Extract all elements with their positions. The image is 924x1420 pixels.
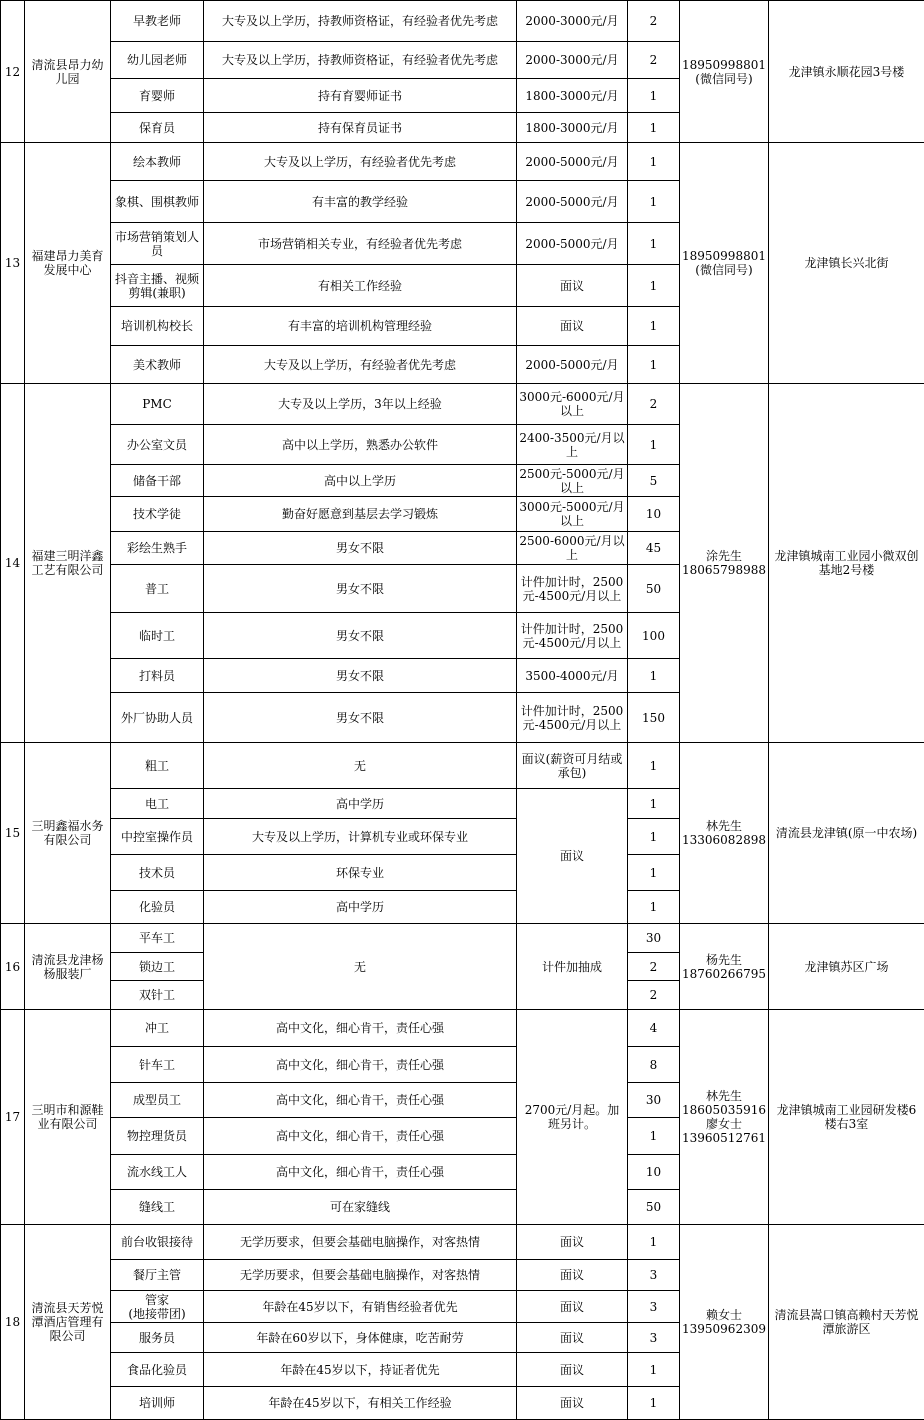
job-requirement: 高中文化，细心肯干，责任心强 — [203, 1082, 517, 1118]
job-headcount: 1 — [627, 658, 680, 693]
job-title: 冲工 — [110, 1009, 204, 1047]
contact-phone: 林先生 18605035916 廖女士 13960512761 — [679, 1009, 769, 1225]
job-salary: 2000-5000元/月 — [516, 222, 628, 265]
company-name: 福建三明洋鑫工艺有限公司 — [24, 383, 111, 743]
job-requirement: 有丰富的培训机构管理经验 — [203, 306, 517, 346]
job-headcount: 1 — [627, 345, 680, 384]
job-title: 服务员 — [110, 1322, 204, 1353]
job-title: 技术员 — [110, 854, 204, 891]
job-title: 技术学徒 — [110, 496, 204, 532]
work-address: 龙津镇城南工业园研发楼6楼右3室 — [768, 1009, 924, 1225]
job-requirement: 大专及以上学历，有经验者优先考虑 — [203, 345, 517, 384]
job-title: 临时工 — [110, 612, 204, 659]
work-address: 龙津镇城南工业园小微双创基地2号楼 — [768, 383, 924, 743]
job-requirement: 持有育婴师证书 — [203, 78, 517, 113]
company-name: 三明鑫福水务有限公司 — [24, 742, 111, 924]
job-salary: 面议 — [516, 264, 628, 307]
contact-phone: 林先生 13306082898 — [679, 742, 769, 924]
job-headcount: 2 — [627, 0, 680, 42]
contact-phone: 18950998801 (微信同号) — [679, 142, 769, 384]
job-headcount: 100 — [627, 612, 680, 659]
job-salary: 2000-5000元/月 — [516, 345, 628, 384]
job-salary: 面议 — [516, 1224, 628, 1260]
job-salary: 面议 — [516, 1386, 628, 1420]
job-title: 锁边工 — [110, 952, 204, 981]
job-requirement: 高中学历 — [203, 890, 517, 924]
job-title: 针车工 — [110, 1046, 204, 1083]
job-title: 平车工 — [110, 923, 204, 953]
company-name: 清流县龙津杨杨服装厂 — [24, 923, 111, 1010]
job-title: 抖音主播、视频剪辑(兼职) — [110, 264, 204, 307]
job-salary: 面议 — [516, 788, 628, 924]
job-requirement: 大专及以上学历，持教师资格证，有经验者优先考虑 — [203, 41, 517, 79]
job-title: 培训机构校长 — [110, 306, 204, 346]
job-salary: 面议 — [516, 1259, 628, 1291]
job-headcount: 2 — [627, 383, 680, 425]
job-salary: 2500元-5000元/月以上 — [516, 464, 628, 497]
job-requirement: 男女不限 — [203, 564, 517, 613]
job-title: 育婴师 — [110, 78, 204, 113]
company-name: 三明市和源鞋业有限公司 — [24, 1009, 111, 1225]
job-headcount: 2 — [627, 952, 680, 981]
job-title: 管家 (地接带团) — [110, 1290, 204, 1323]
job-requirement: 年龄在60岁以下，身体健康，吃苦耐劳 — [203, 1322, 517, 1353]
job-title: 中控室操作员 — [110, 818, 204, 855]
row-number: 16 — [0, 923, 25, 1010]
job-title: 幼儿园老师 — [110, 41, 204, 79]
job-title: 外厂协助人员 — [110, 692, 204, 743]
job-headcount: 1 — [627, 854, 680, 891]
job-requirement: 年龄在45岁以下，持证者优先 — [203, 1352, 517, 1387]
job-salary: 2000-3000元/月 — [516, 0, 628, 42]
job-headcount: 1 — [627, 142, 680, 181]
job-headcount: 1 — [627, 424, 680, 465]
job-title: 前台收银接待 — [110, 1224, 204, 1260]
job-headcount: 50 — [627, 1189, 680, 1225]
job-salary: 2700元/月起。加班另计。 — [516, 1009, 628, 1225]
job-title: 市场营销策划人员 — [110, 222, 204, 265]
job-requirement: 大专及以上学历，持教师资格证，有经验者优先考虑 — [203, 0, 517, 42]
job-title: PMC — [110, 383, 204, 425]
job-salary: 面议(薪资可月结或承包) — [516, 742, 628, 789]
job-requirement: 高中文化，细心肯干，责任心强 — [203, 1046, 517, 1083]
job-requirement: 高中学历 — [203, 788, 517, 819]
job-requirement: 无学历要求，但要会基础电脑操作，对客热情 — [203, 1259, 517, 1291]
job-headcount: 8 — [627, 1046, 680, 1083]
contact-phone: 涂先生 18065798988 — [679, 383, 769, 743]
job-requirement: 可在家缝线 — [203, 1189, 517, 1225]
job-salary: 3000元-6000元/月以上 — [516, 383, 628, 425]
row-number: 12 — [0, 0, 25, 143]
job-requirement: 无 — [203, 923, 517, 1010]
job-headcount: 1 — [627, 1224, 680, 1260]
job-salary: 面议 — [516, 306, 628, 346]
job-salary: 面议 — [516, 1290, 628, 1323]
job-headcount: 1 — [627, 1386, 680, 1420]
job-title: 普工 — [110, 564, 204, 613]
job-headcount: 1 — [627, 1117, 680, 1155]
job-headcount: 1 — [627, 1352, 680, 1387]
job-headcount: 3 — [627, 1259, 680, 1291]
job-requirement: 男女不限 — [203, 658, 517, 693]
company-name: 清流县天芳悦潭酒店管理有限公司 — [24, 1224, 111, 1420]
job-headcount: 30 — [627, 923, 680, 953]
row-number: 15 — [0, 742, 25, 924]
job-salary: 1800-3000元/月 — [516, 78, 628, 113]
job-requirement: 高中文化，细心肯干，责任心强 — [203, 1117, 517, 1155]
job-headcount: 1 — [627, 306, 680, 346]
job-title: 储备干部 — [110, 464, 204, 497]
work-address: 龙津镇苏区广场 — [768, 923, 924, 1010]
job-requirement: 男女不限 — [203, 612, 517, 659]
job-salary: 2000-5000元/月 — [516, 142, 628, 181]
contact-phone: 赖女士 13950962309 — [679, 1224, 769, 1420]
job-headcount: 10 — [627, 1154, 680, 1190]
job-title: 办公室文员 — [110, 424, 204, 465]
job-salary: 2000-3000元/月 — [516, 41, 628, 79]
job-salary: 1800-3000元/月 — [516, 112, 628, 143]
job-requirement: 大专及以上学历，有经验者优先考虑 — [203, 142, 517, 181]
row-number: 18 — [0, 1224, 25, 1420]
job-headcount: 1 — [627, 222, 680, 265]
job-title: 保育员 — [110, 112, 204, 143]
job-title: 培训师 — [110, 1386, 204, 1420]
job-headcount: 150 — [627, 692, 680, 743]
job-requirement: 持有保育员证书 — [203, 112, 517, 143]
job-salary: 2000-5000元/月 — [516, 180, 628, 223]
job-requirement: 有相关工作经验 — [203, 264, 517, 307]
job-title: 双针工 — [110, 980, 204, 1010]
job-title: 缝线工 — [110, 1189, 204, 1225]
job-title: 化验员 — [110, 890, 204, 924]
job-headcount: 3 — [627, 1322, 680, 1353]
job-salary: 计件加计时，2500元-4500元/月以上 — [516, 692, 628, 743]
job-headcount: 1 — [627, 890, 680, 924]
job-headcount: 1 — [627, 742, 680, 789]
job-requirement: 大专及以上学历，3年以上经验 — [203, 383, 517, 425]
work-address: 清流县嵩口镇高赖村天芳悦潭旅游区 — [768, 1224, 924, 1420]
job-headcount: 30 — [627, 1082, 680, 1118]
job-requirement: 男女不限 — [203, 692, 517, 743]
job-title: 打料员 — [110, 658, 204, 693]
job-requirement: 大专及以上学历，计算机专业或环保专业 — [203, 818, 517, 855]
job-title: 食品化验员 — [110, 1352, 204, 1387]
job-headcount: 50 — [627, 564, 680, 613]
job-headcount: 45 — [627, 531, 680, 565]
job-requirement: 年龄在45岁以下，有相关工作经验 — [203, 1386, 517, 1420]
job-requirement: 男女不限 — [203, 531, 517, 565]
job-requirement: 高中文化，细心肯干，责任心强 — [203, 1154, 517, 1190]
job-requirement: 无 — [203, 742, 517, 789]
job-title: 餐厅主管 — [110, 1259, 204, 1291]
job-title: 成型员工 — [110, 1082, 204, 1118]
job-title: 早教老师 — [110, 0, 204, 42]
contact-phone: 18950998801 (微信同号) — [679, 0, 769, 143]
job-headcount: 1 — [627, 264, 680, 307]
job-requirement: 高中以上学历，熟悉办公软件 — [203, 424, 517, 465]
job-salary: 计件加抽成 — [516, 923, 628, 1010]
job-salary: 2400-3500元/月以上 — [516, 424, 628, 465]
work-address: 清流县龙津镇(原一中农场) — [768, 742, 924, 924]
job-title: 粗工 — [110, 742, 204, 789]
row-number: 14 — [0, 383, 25, 743]
job-headcount: 2 — [627, 980, 680, 1010]
job-salary: 计件加计时，2500元-4500元/月以上 — [516, 564, 628, 613]
job-title: 物控理货员 — [110, 1117, 204, 1155]
job-title: 象棋、围棋教师 — [110, 180, 204, 223]
job-title: 绘本教师 — [110, 142, 204, 181]
job-salary: 计件加计时，2500元-4500元/月以上 — [516, 612, 628, 659]
job-headcount: 1 — [627, 78, 680, 113]
job-headcount: 1 — [627, 818, 680, 855]
job-headcount: 4 — [627, 1009, 680, 1047]
job-headcount: 2 — [627, 41, 680, 79]
company-name: 清流县昂力幼儿园 — [24, 0, 111, 143]
job-title: 彩绘生熟手 — [110, 531, 204, 565]
job-title: 电工 — [110, 788, 204, 819]
job-title: 流水线工人 — [110, 1154, 204, 1190]
job-headcount: 1 — [627, 112, 680, 143]
work-address: 龙津镇永顺花园3号楼 — [768, 0, 924, 143]
job-salary: 2500-6000元/月以上 — [516, 531, 628, 565]
job-salary: 3500-4000元/月 — [516, 658, 628, 693]
job-requirement: 有丰富的教学经验 — [203, 180, 517, 223]
job-salary: 3000元-5000元/月以上 — [516, 496, 628, 532]
job-requirement: 勤奋好愿意到基层去学习锻炼 — [203, 496, 517, 532]
job-salary: 面议 — [516, 1352, 628, 1387]
row-number: 17 — [0, 1009, 25, 1225]
job-headcount: 1 — [627, 180, 680, 223]
job-salary: 面议 — [516, 1322, 628, 1353]
company-name: 福建昂力美育发展中心 — [24, 142, 111, 384]
job-requirement: 高中文化，细心肯干，责任心强 — [203, 1009, 517, 1047]
work-address: 龙津镇长兴北街 — [768, 142, 924, 384]
job-requirement: 年龄在45岁以下，有销售经验者优先 — [203, 1290, 517, 1323]
job-headcount: 1 — [627, 788, 680, 819]
job-requirement: 高中以上学历 — [203, 464, 517, 497]
job-requirement: 环保专业 — [203, 854, 517, 891]
job-headcount: 10 — [627, 496, 680, 532]
row-number: 13 — [0, 142, 25, 384]
job-title: 美术教师 — [110, 345, 204, 384]
job-requirement: 市场营销相关专业，有经验者优先考虑 — [203, 222, 517, 265]
contact-phone: 杨先生 18760266795 — [679, 923, 769, 1010]
job-headcount: 3 — [627, 1290, 680, 1323]
job-requirement: 无学历要求，但要会基础电脑操作，对客热情 — [203, 1224, 517, 1260]
job-headcount: 5 — [627, 464, 680, 497]
